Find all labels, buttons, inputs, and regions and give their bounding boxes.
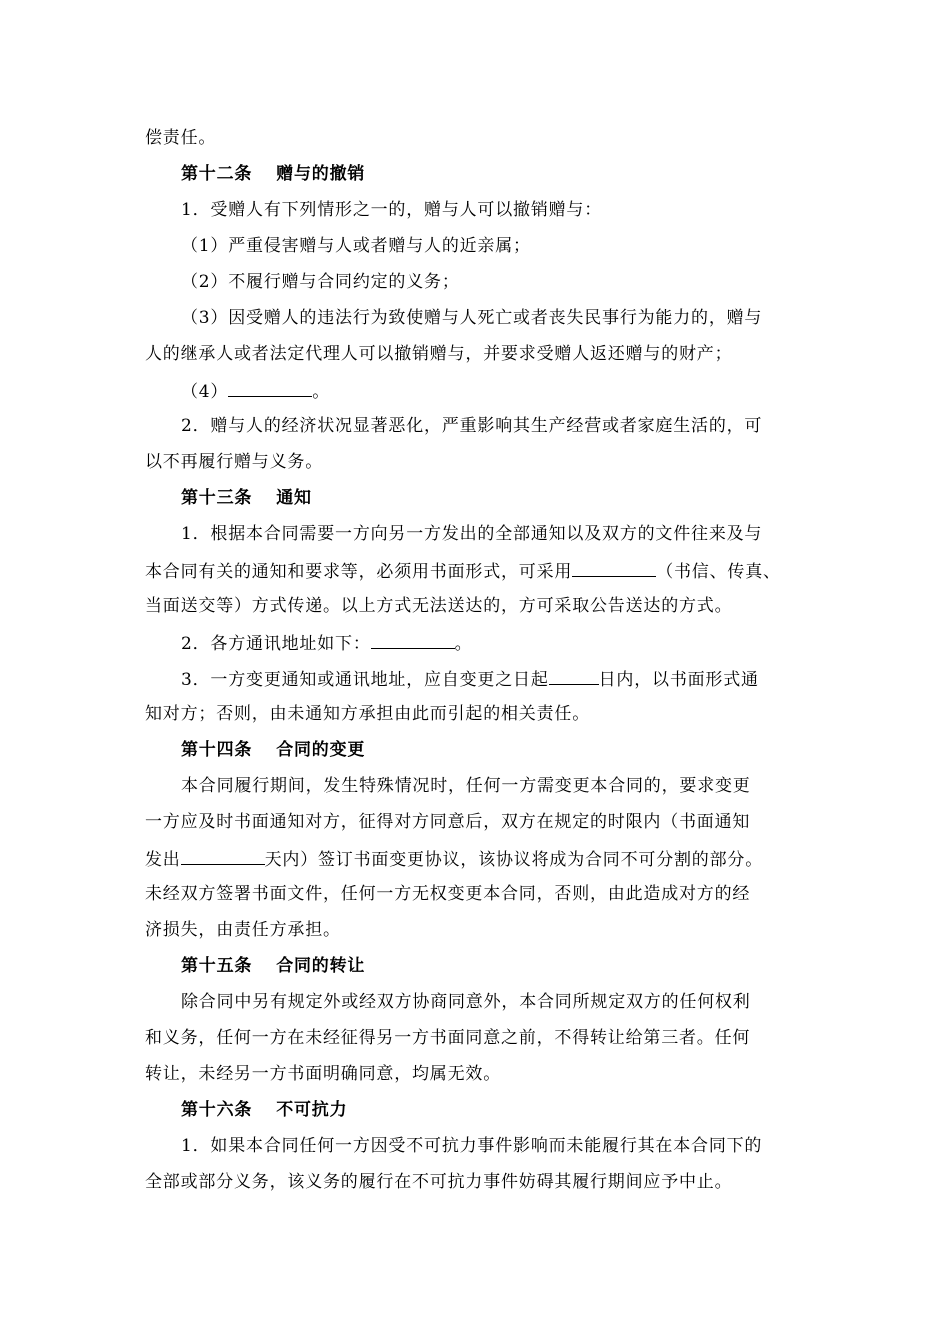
section-heading-14 [181, 738, 365, 762]
paragraph-line: 偿责任。 [145, 128, 217, 148]
heading-title: 合同的变更 [276, 740, 366, 760]
paragraph-line: 济损失，由责任方承担。 [145, 920, 341, 940]
paragraph-line: 2．赠与人的经济状况显著恶化，严重影响其生产经营或者家庭生活的，可 [181, 416, 763, 436]
fill-in-blank[interactable] [572, 558, 656, 577]
heading-title: 通知 [276, 488, 312, 508]
paragraph-line: 未经双方签署书面文件，任何一方无权变更本合同，否则，由此造成对方的经 [145, 884, 751, 904]
heading-number: 第十三条 [181, 488, 253, 508]
heading-number: 第十四条 [181, 740, 253, 760]
paragraph-line: 人的继承人或者法定代理人可以撤销赠与，并要求受赠人返还赠与的财产； [145, 344, 733, 364]
paragraph-line [145, 558, 781, 584]
line-text: （4） [181, 382, 229, 402]
section-heading-13 [181, 486, 312, 510]
paragraph-line: 转让，未经另一方书面明确同意，均属无效。 [145, 1064, 501, 1084]
line-text: （书信、传真、 [656, 562, 781, 582]
paragraph-line: （3）因受赠人的违法行为致使赠与人死亡或者丧失民事行为能力的，赠与 [181, 308, 763, 328]
section-heading-15 [181, 954, 365, 978]
fill-in-blank[interactable] [371, 630, 455, 649]
paragraph-line: （2）不履行赠与合同约定的义务； [181, 272, 460, 292]
paragraph-line [145, 846, 763, 872]
heading-number: 第十五条 [181, 956, 253, 976]
paragraph-line: 本合同履行期间，发生特殊情况时，任何一方需变更本合同的，要求变更 [181, 776, 751, 796]
heading-title: 合同的转让 [276, 956, 366, 976]
paragraph-line: 和义务，任何一方在未经征得另一方书面同意之前，不得转让给第三者。任何 [145, 1028, 751, 1048]
line-text: 3．一方变更通知或通讯地址，应自变更之日起 [181, 670, 549, 690]
line-text: 2．各方通讯地址如下： [181, 634, 371, 654]
line-text: 本合同有关的通知和要求等，必须用书面形式，可采用 [145, 562, 573, 582]
fill-in-blank[interactable] [549, 666, 599, 685]
paragraph-line: 当面送交等）方式传递。以上方式无法送达的，方可采取公告送达的方式。 [145, 596, 733, 616]
heading-title: 不可抗力 [276, 1100, 348, 1120]
line-text: 日内，以书面形式通 [598, 670, 759, 690]
line-text: 天内）签订书面变更协议，该协议将成为合同不可分割的部分。 [264, 850, 764, 870]
fill-in-blank[interactable] [228, 378, 312, 397]
paragraph-line: 全部或部分义务，该义务的履行在不可抗力事件妨碍其履行期间应予中止。 [145, 1172, 733, 1192]
paragraph-line [181, 630, 472, 656]
paragraph-line: 1．受赠人有下列情形之一的，赠与人可以撤销赠与： [181, 200, 603, 220]
paragraph-line: 一方应及时书面通知对方，征得对方同意后，双方在规定的时限内（书面通知 [145, 812, 751, 832]
heading-title: 赠与的撤销 [276, 164, 366, 184]
paragraph-line [181, 378, 330, 404]
line-text: 发出 [145, 850, 181, 870]
paragraph-line: 以不再履行赠与义务。 [145, 452, 323, 472]
line-text: 。 [312, 382, 331, 402]
paragraph-line: 除合同中另有规定外或经双方协商同意外，本合同所规定双方的任何权利 [181, 992, 751, 1012]
paragraph-line: 1．根据本合同需要一方向另一方发出的全部通知以及双方的文件往来及与 [181, 524, 763, 544]
line-text: 。 [454, 634, 473, 654]
fill-in-blank[interactable] [181, 846, 265, 865]
paragraph-line [181, 666, 759, 692]
heading-number: 第十二条 [181, 164, 253, 184]
section-heading-12 [181, 162, 365, 186]
paragraph-line: 1．如果本合同任何一方因受不可抗力事件影响而未能履行其在本合同下的 [181, 1136, 763, 1156]
paragraph-line: （1）严重侵害赠与人或者赠与人的近亲属； [181, 236, 531, 256]
section-heading-16 [181, 1098, 347, 1122]
paragraph-line: 知对方；否则，由未通知方承担由此而引起的相关责任。 [145, 704, 590, 724]
heading-number: 第十六条 [181, 1100, 253, 1120]
